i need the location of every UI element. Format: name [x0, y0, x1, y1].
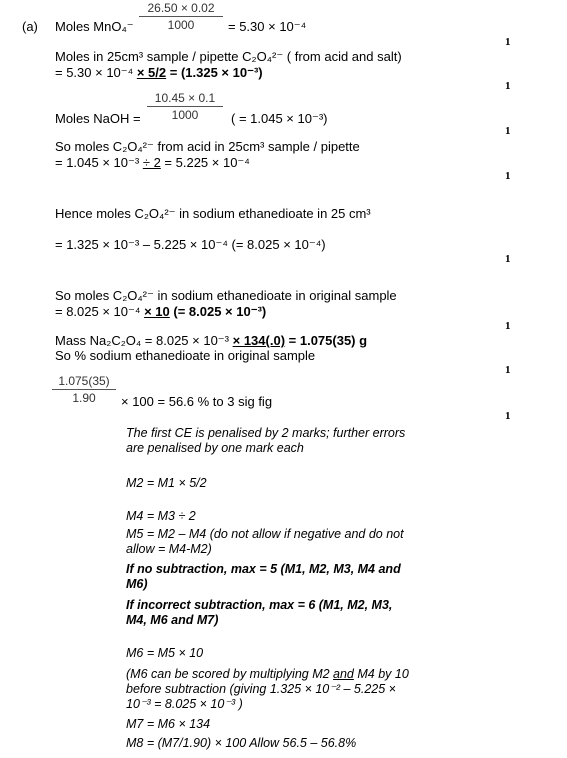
step4-line1: So moles C₂O₄²⁻ from acid in 25cm³ sample / pipette: [55, 139, 360, 154]
part-label: (a): [22, 19, 38, 34]
note-m4: M4 = M3 ÷ 2: [126, 509, 196, 523]
step6-result: (= 8.025 × 10⁻³): [169, 304, 267, 319]
mark: 1: [505, 364, 511, 376]
note-m6-alt-text: (M6 can be scored by multiplying M2: [126, 667, 334, 681]
note-no-subtraction: If no subtraction, max = 5 (M1, M2, M3, M4 and: [126, 562, 401, 576]
percentage-fraction: [52, 374, 116, 405]
step6-line2: [55, 304, 266, 319]
step2-multiplier: × 5/2: [136, 65, 167, 80]
note-m6: M6 = M5 × 10: [126, 646, 204, 660]
step5-line2: = 1.325 × 10⁻³ – 5.225 × 10⁻⁴ (= 8.025 × 10⁻⁴): [55, 237, 326, 252]
fraction-denominator: 1.90: [72, 391, 96, 405]
mark: 1: [505, 36, 511, 48]
note-m6-alt-text-end: M4 by 10: [353, 667, 409, 681]
moles-mno4-fraction: [139, 1, 223, 32]
step4-result: = 5.225 × 10⁻⁴: [160, 155, 250, 170]
fraction-numerator: 26.50 × 0.02: [139, 1, 223, 17]
step7-line1: [55, 333, 367, 348]
note-m7: M7 = M6 × 134: [126, 717, 211, 731]
note-m2: M2 = M1 × 5/2: [126, 476, 207, 490]
note-ce-penalty: The first CE is penalised by 2 marks; further errors: [126, 426, 406, 440]
step7-result: = 1.075(35) g: [285, 333, 368, 348]
note-m6-alt: [126, 667, 409, 682]
step7-multiplier: × 134(.0): [232, 333, 286, 348]
percentage-result: × 100 = 56.6 % to 3 sig fig: [121, 394, 273, 409]
moles-mno4-label: Moles MnO₄⁻: [55, 19, 134, 34]
step7-line2: So % sodium ethanedioate in original sample: [55, 348, 316, 363]
note-m6-alt-cont: before subtraction (giving 1.325 × 10⁻² – 5.225 ×: [126, 682, 396, 696]
fraction-numerator: 1.075(35): [52, 374, 116, 390]
step6-multiplier: × 10: [144, 304, 170, 319]
note-incorrect-subtraction: If incorrect subtraction, max = 6 (M1, M2, M3,: [126, 598, 393, 612]
fraction-denominator: 1000: [167, 18, 195, 32]
step2-line1: Moles in 25cm³ sample / pipette C₂O₄²⁻ ( from acid and salt): [55, 49, 402, 64]
note-no-subtraction-cont: M6): [126, 577, 148, 591]
note-m5: M5 = M2 – M4 (do not allow if negative and do not: [126, 527, 404, 541]
mark: 1: [505, 410, 511, 422]
step7-text: Mass Na₂C₂O₄ = 8.025 × 10⁻³: [55, 333, 233, 348]
step2-result: = (1.325 × 10⁻³): [166, 65, 263, 80]
step6-text: = 8.025 × 10⁻⁴: [55, 304, 145, 319]
moles-naoh-fraction: [147, 91, 223, 122]
step4-line2: [55, 155, 250, 170]
mark: 1: [505, 125, 511, 137]
moles-mno4-result: = 5.30 × 10⁻⁴: [228, 19, 307, 34]
note-m5-cont: allow = M4-M2): [126, 542, 212, 556]
note-m6-alt-cont2: 10⁻³ = 8.025 × 10⁻³ ): [126, 697, 243, 711]
step6-line1: So moles C₂O₄²⁻ in sodium ethanedioate in original sample: [55, 288, 397, 303]
note-ce-penalty-cont: are penalised by one mark each: [126, 441, 304, 455]
note-m8: M8 = (M7/1.90) × 100 Allow 56.5 – 56.8%: [126, 736, 357, 750]
mark: 1: [505, 80, 511, 92]
fraction-denominator: 1000: [171, 108, 199, 122]
note-incorrect-subtraction-cont: M4, M6 and M7): [126, 613, 219, 627]
note-m6-alt-and: and: [333, 667, 354, 681]
moles-naoh-result: ( = 1.045 × 10⁻³): [231, 111, 328, 126]
step2-line2: [55, 65, 263, 80]
step5-line1: Hence moles C₂O₄²⁻ in sodium ethanedioate in 25 cm³: [55, 206, 371, 221]
moles-naoh-label: Moles NaOH =: [55, 111, 141, 126]
fraction-numerator: 10.45 × 0.1: [147, 91, 223, 107]
mark: 1: [505, 320, 511, 332]
step4-divisor: ÷ 2: [142, 155, 161, 170]
step4-text: = 1.045 × 10⁻³: [55, 155, 143, 170]
step2-text: = 5.30 × 10⁻⁴: [55, 65, 137, 80]
mark: 1: [505, 253, 511, 265]
mark: 1: [505, 170, 511, 182]
